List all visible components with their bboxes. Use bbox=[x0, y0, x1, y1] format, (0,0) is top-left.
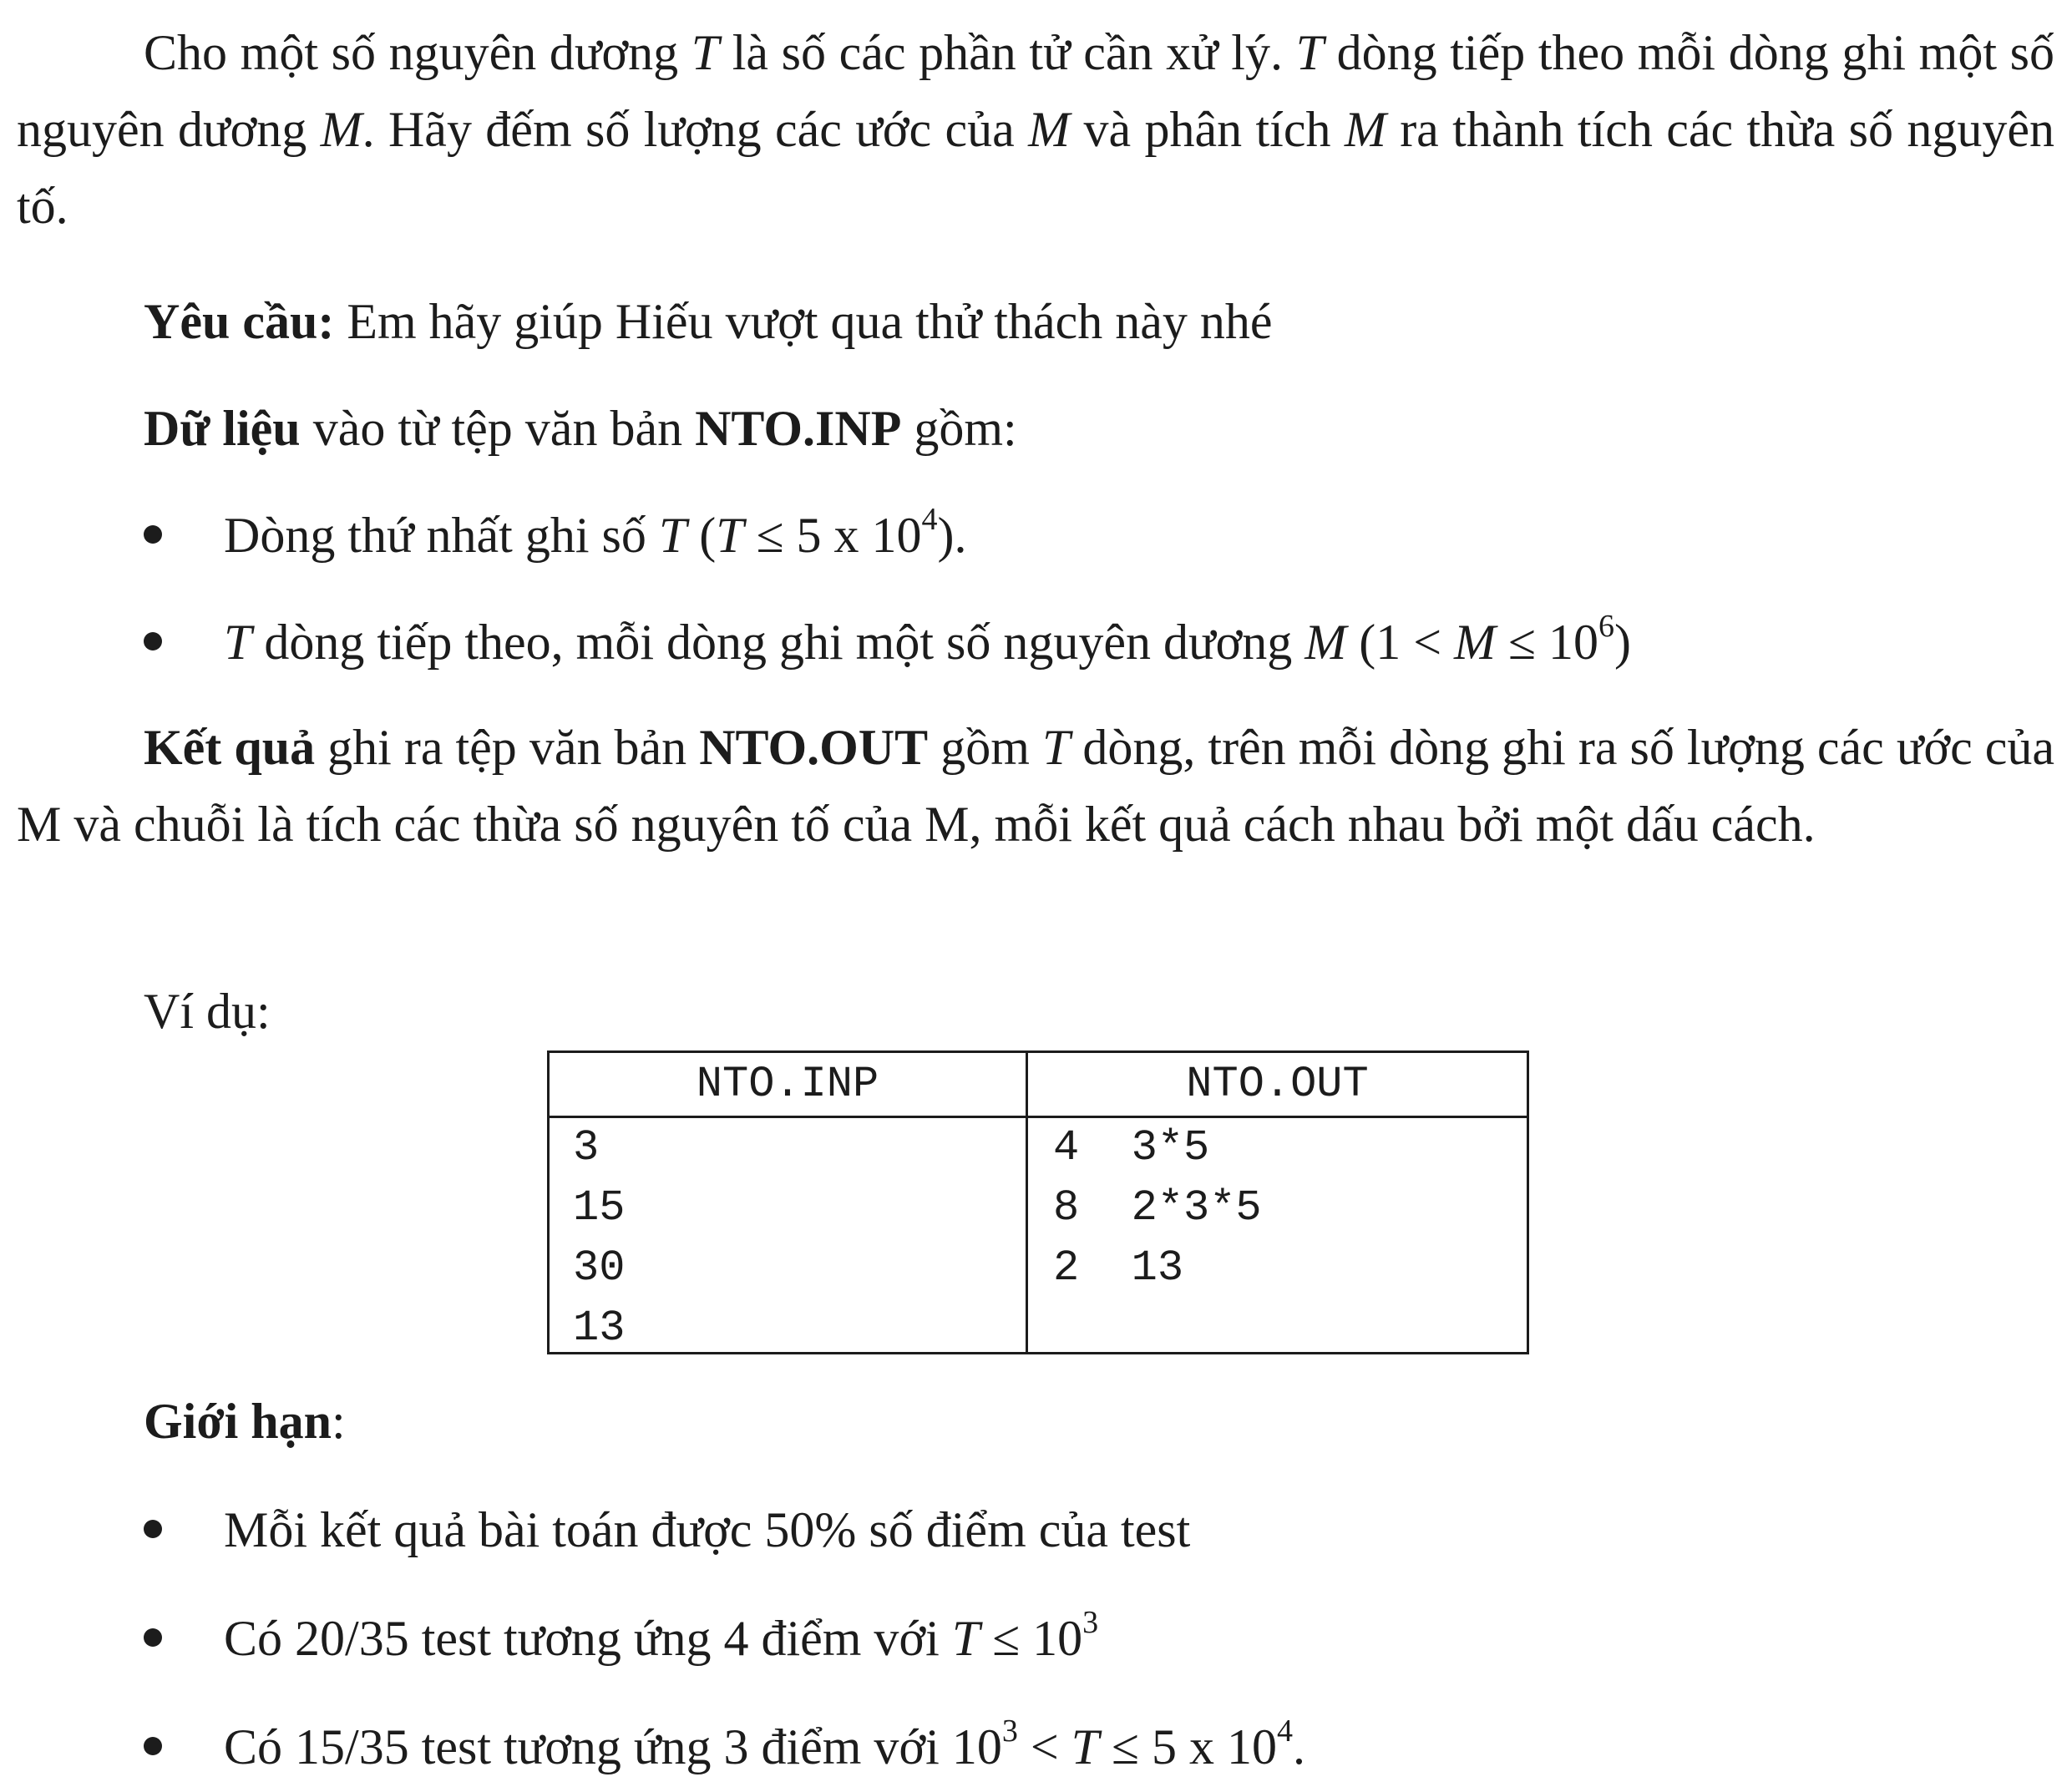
output-line: 4 3*5 bbox=[1053, 1123, 1210, 1172]
output-line: 2 13 bbox=[1053, 1243, 1184, 1293]
example-label: Ví dụ: bbox=[144, 984, 271, 1039]
input-file-name: NTO.INP bbox=[695, 401, 902, 456]
input-line: 30 bbox=[573, 1243, 626, 1293]
input-line: 15 bbox=[573, 1183, 626, 1233]
input-spec-label: Dữ liệu bbox=[144, 401, 301, 456]
request-line: Yêu cầu: Em hãy giúp Hiếu vượt qua thử thách này nhé bbox=[144, 294, 1273, 349]
limits-label: Giới hạn bbox=[144, 1394, 332, 1449]
input-line: 13 bbox=[573, 1304, 626, 1353]
bullet-dot-icon bbox=[144, 1520, 162, 1538]
limits-heading: Giới hạn: bbox=[144, 1394, 346, 1449]
table-header-output: NTO.OUT bbox=[1186, 1060, 1369, 1109]
output-spec-label: Kết quả bbox=[144, 720, 316, 775]
output-spec-paragraph: Kết quả ghi ra tệp văn bản NTO.OUT gồm T dòng, trên mỗi dòng ghi ra số lượng các ước của M và chuỗi là tích các thừa số nguyên tố của M, mỗi kết quả cách nhau bởi một dấu cách. bbox=[17, 720, 2055, 852]
intro-paragraph: Cho một số nguyên dương T là số các phần tử cần xử lý. T dòng tiếp theo mỗi dòng ghi một số nguyên dương M. Hãy đếm số lượng các ước của M và phân tích M ra thành tích các thừa số nguyên tố. bbox=[17, 25, 2054, 234]
input-spec-line: Dữ liệu vào từ tệp văn bản NTO.INP gồm: bbox=[144, 401, 1017, 456]
bullet-dot-icon bbox=[144, 525, 162, 544]
output-file-name: NTO.OUT bbox=[699, 720, 929, 775]
bullet-dot-icon bbox=[144, 1737, 162, 1755]
request-label: Yêu cầu: bbox=[144, 294, 335, 349]
input-line: 3 bbox=[573, 1123, 600, 1172]
output-line: 8 2*3*5 bbox=[1053, 1183, 1262, 1233]
example-table bbox=[547, 1050, 1529, 1354]
problem-statement: Cho một số nguyên dương T là số các phần tử cần xử lý. T dòng tiếp theo mỗi dòng ghi một số nguyên dương M. Hãy đếm số lượng các ước của M và phân tích M ra thành tích các thừa số nguyên tố. Yêu cầu: Em hãy giúp Hiếu vượt qua thử thách này nhé Dữ liệu vào từ tệp văn bản NTO.INP gồm: Dòng thứ nhất ghi số T (T ≤ 5 x $10^4$). T dòng tiếp theo, mỗi dòng ghi một số nguyên dương M $(1 < M \le 10^6)$ Kết quả ghi ra tệp văn bản NTO.OUT gồm T dòng, trên mỗi dòng ghi ra số lượng các ước của M và chuỗi là tích các thừa số nguyên tố của M, mỗi kết quả cách nhau bởi một dấu cách. Ví dụ: NTO.INP NTO.OUT 3 15 30 13 4 3*5 8 2*3*5 2 13 Giới hạn: Mỗi kết quả bài toán được 50% số điểm của test Có 20/35 test tương ứng 4 điểm với $T \le 10^3$ Có 15/35 test tương ứng 3 điểm với $10^3 < T \le 5$ x $10^4$. bbox=[0, 0, 2072, 1787]
bullet-dot-icon bbox=[144, 632, 162, 651]
table-header-input: NTO.INP bbox=[696, 1060, 879, 1109]
bullet-dot-icon bbox=[144, 1628, 162, 1647]
table-divider bbox=[550, 1116, 1527, 1118]
